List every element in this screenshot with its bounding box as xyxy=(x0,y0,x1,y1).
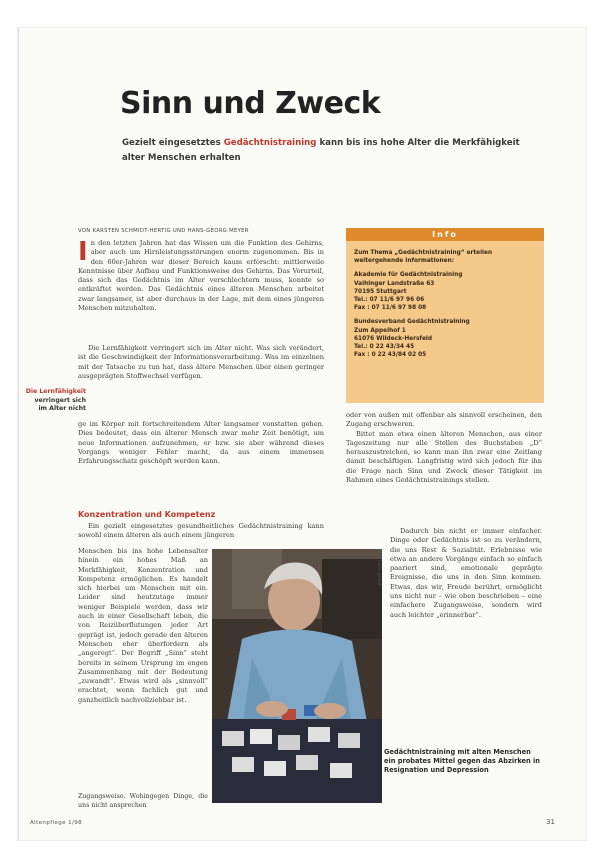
section-paragraph-cont-text: Menschen bis ins hohe Lebensalter hinein ein hohes Maß an Merkfähigkeit, Konzentration und Kompetenz ermöglichen. Es handelt sich hierbei um Menschen mit ein. Leider sind heutzutage immer weniger Beispiele werden, dass wir auch in einer Gesellschaft leben, die von Reizüberflutungen jeder Art geprägt ist, jedoch gerade den älteren Menschen eher überfordern als „angeregt“. Der Begriff „Sinn“ steht bereits in seinem Ursprung im engen Zusammenhang mit der Bedeutung „zuwandt“. Etwas wird als „sinnvoll“ erachtet, wenn fachlich gut und ganzheitlich nachvollziehbar ist. xyxy=(78,547,208,704)
org2-street: Zum Appelhof 1 xyxy=(354,327,406,334)
photo-caption: Gedächtnistraining mit alten Menschen ein probates Mittel gegen das Abzirken in Resignation und Depression xyxy=(384,748,540,774)
pull-quote-line-1: Die Lernfähigkeit xyxy=(25,388,86,395)
paragraph-two-text: Die Lernfähigkeit verringert sich im Alter nicht. Was sich verändert, ist die Geschwindigkeit der Informationsverarbeitung. Was im einzelnen mit der Tatsache zu tun hat, dass ältere Menschen über einen geringer ausgeprägten Stoffwechsel verfügen. xyxy=(78,344,324,380)
org2-tel: Tel.: 0 22 43/34 45 xyxy=(354,344,415,351)
org1-fax: Fax : 07 11/6 97 98 08 xyxy=(354,305,427,312)
right-paragraph-1: oder von außen mit offenbar als sinnvoll erscheinen, den Zugang erschweren. xyxy=(346,411,542,429)
paragraph-two-start xyxy=(78,344,324,381)
intro-paragraph xyxy=(78,239,324,313)
section-paragraph-end xyxy=(78,792,208,811)
org2-city: 61076 Wildeck-Hersfeld xyxy=(354,335,433,342)
info-org-2 xyxy=(354,318,536,359)
subtitle-post: kann bis ins hohe Alter die Merkfähigkeit alter Menschen erhalten xyxy=(122,138,520,163)
info-intro: Zum Thema „Gedächtnistraining“ erteilen weitergehende Informationen: xyxy=(354,250,493,265)
right-paragraph-2: Bittet man etwa einen älteren Menschen, aus einer Tageszeitung nur alle Stellen des Buchstaben „D“ herauszustreichen, so kann man ihn zwar eine Zeitlang damit beschäftigen. Langfristig wird sich jedoch für ihn die Frage nach Sinn und Zweck dieser Tätigkeit im Rahmen eines Gedächtnistrainings stellen. xyxy=(346,429,542,485)
info-box-body xyxy=(346,241,544,369)
section-heading: Konzentration und Kompetenz xyxy=(78,510,216,519)
pull-quote xyxy=(24,388,86,414)
photo-illustration xyxy=(212,549,382,803)
org2-name: Bundesverband Gedächtnistraining xyxy=(354,319,470,326)
info-box xyxy=(346,228,544,403)
info-org-1 xyxy=(354,271,536,312)
page-edge xyxy=(18,28,19,840)
photo-credit: Foto: privat xyxy=(376,560,381,586)
org1-city: 70195 Stuttgart xyxy=(354,288,407,295)
right-paragraph-3: Dadurch bin nicht er immer einfacher. Dinge oder Gedächtnis ist so zu verändern, die uns Rest & Sozialität. Erlebnisse wie etwa an andere Vorgänge einfach so einfach paariert sind, emotionale geprägte Ereignisse, die uns in den Sinn kommen. Etwas, das wir, Freude berührt, ermöglicht uns nicht nur – wie oben beschrieben – eine einfachere Zugangsweise, sondern wird auch leichter „erinnerbar“. xyxy=(390,527,542,619)
org1-street: Vaihinger Landstraße 63 xyxy=(354,280,435,287)
byline: VON KARSTEN SCHMIDT-HERTIG UND HANS-GEORG MEYER xyxy=(78,228,249,234)
pull-quote-line-2: verringert sich im Alter nicht xyxy=(34,396,86,412)
info-box-heading: Info xyxy=(346,228,544,241)
section-paragraph-continued xyxy=(78,547,208,705)
subtitle-pre: Gezielt eingesetztes xyxy=(122,138,224,148)
intro-text: n den letzten Jahren hat das Wissen um die Funktion des Gehirns, aber auch um Hirnleistungsstörungen enorm zugenommen. Bis in den 60er-Jahren war dieser Bereich kaum erforscht: mittlerweile Kenntnisse über Aufbau und Funktionsweise des Gehirns. Das Vorurteil, dass sich das Gedächtnis im Alter verschlechtern muss, konnte so entkräftet werden. Das Gedächtnis eines älteren Menschen arbeitet zwar langsamer, ist aber durchaus in der Lage, mit dem eines jüngeren Menschen mitzuhalten. xyxy=(78,239,324,313)
subtitle-highlight: Gedächtnistraining xyxy=(223,138,317,148)
paragraph-two-continued xyxy=(78,420,324,466)
article-photo xyxy=(212,549,382,803)
right-column-text xyxy=(346,411,542,485)
section-paragraph-start xyxy=(78,522,324,541)
article-subtitle xyxy=(122,136,542,166)
drop-cap: I xyxy=(78,237,88,267)
article-title: Sinn und Zweck xyxy=(120,86,381,121)
org1-tel: Tel.: 07 11/6 97 96 06 xyxy=(354,297,425,304)
org1-name: Akademie für Gedächtnistraining xyxy=(354,272,463,279)
footer-publication: Altenpflege 1/98 xyxy=(30,820,83,826)
section-paragraph-text: Ein gezielt eingesetztes gesundheitliches Gedächtnistraining kann sowohl einem älteren als auch einem jüngeren xyxy=(78,522,324,540)
paragraph-two-cont-text: ge im Körper mit fortschreitendem Alter langsamer vonstatten gehen. Dies bedeutet, dass ein älterer Mensch zwar mehr Zeit benötigt, um neue Informationen aufzunehmen, er bzw. sie aber während dieses Vorgangs weniger Fehler macht, da aus einem immensen Erfahrungsschatz geschöpft werden kann. xyxy=(78,420,324,466)
org2-fax: Fax : 0 22 43/84 02 05 xyxy=(354,352,427,359)
section-paragraph-end-text: Zugangsweise. Wohingegen Dinge, die uns nicht ansprechen xyxy=(78,793,208,810)
page-number: 31 xyxy=(546,818,555,826)
